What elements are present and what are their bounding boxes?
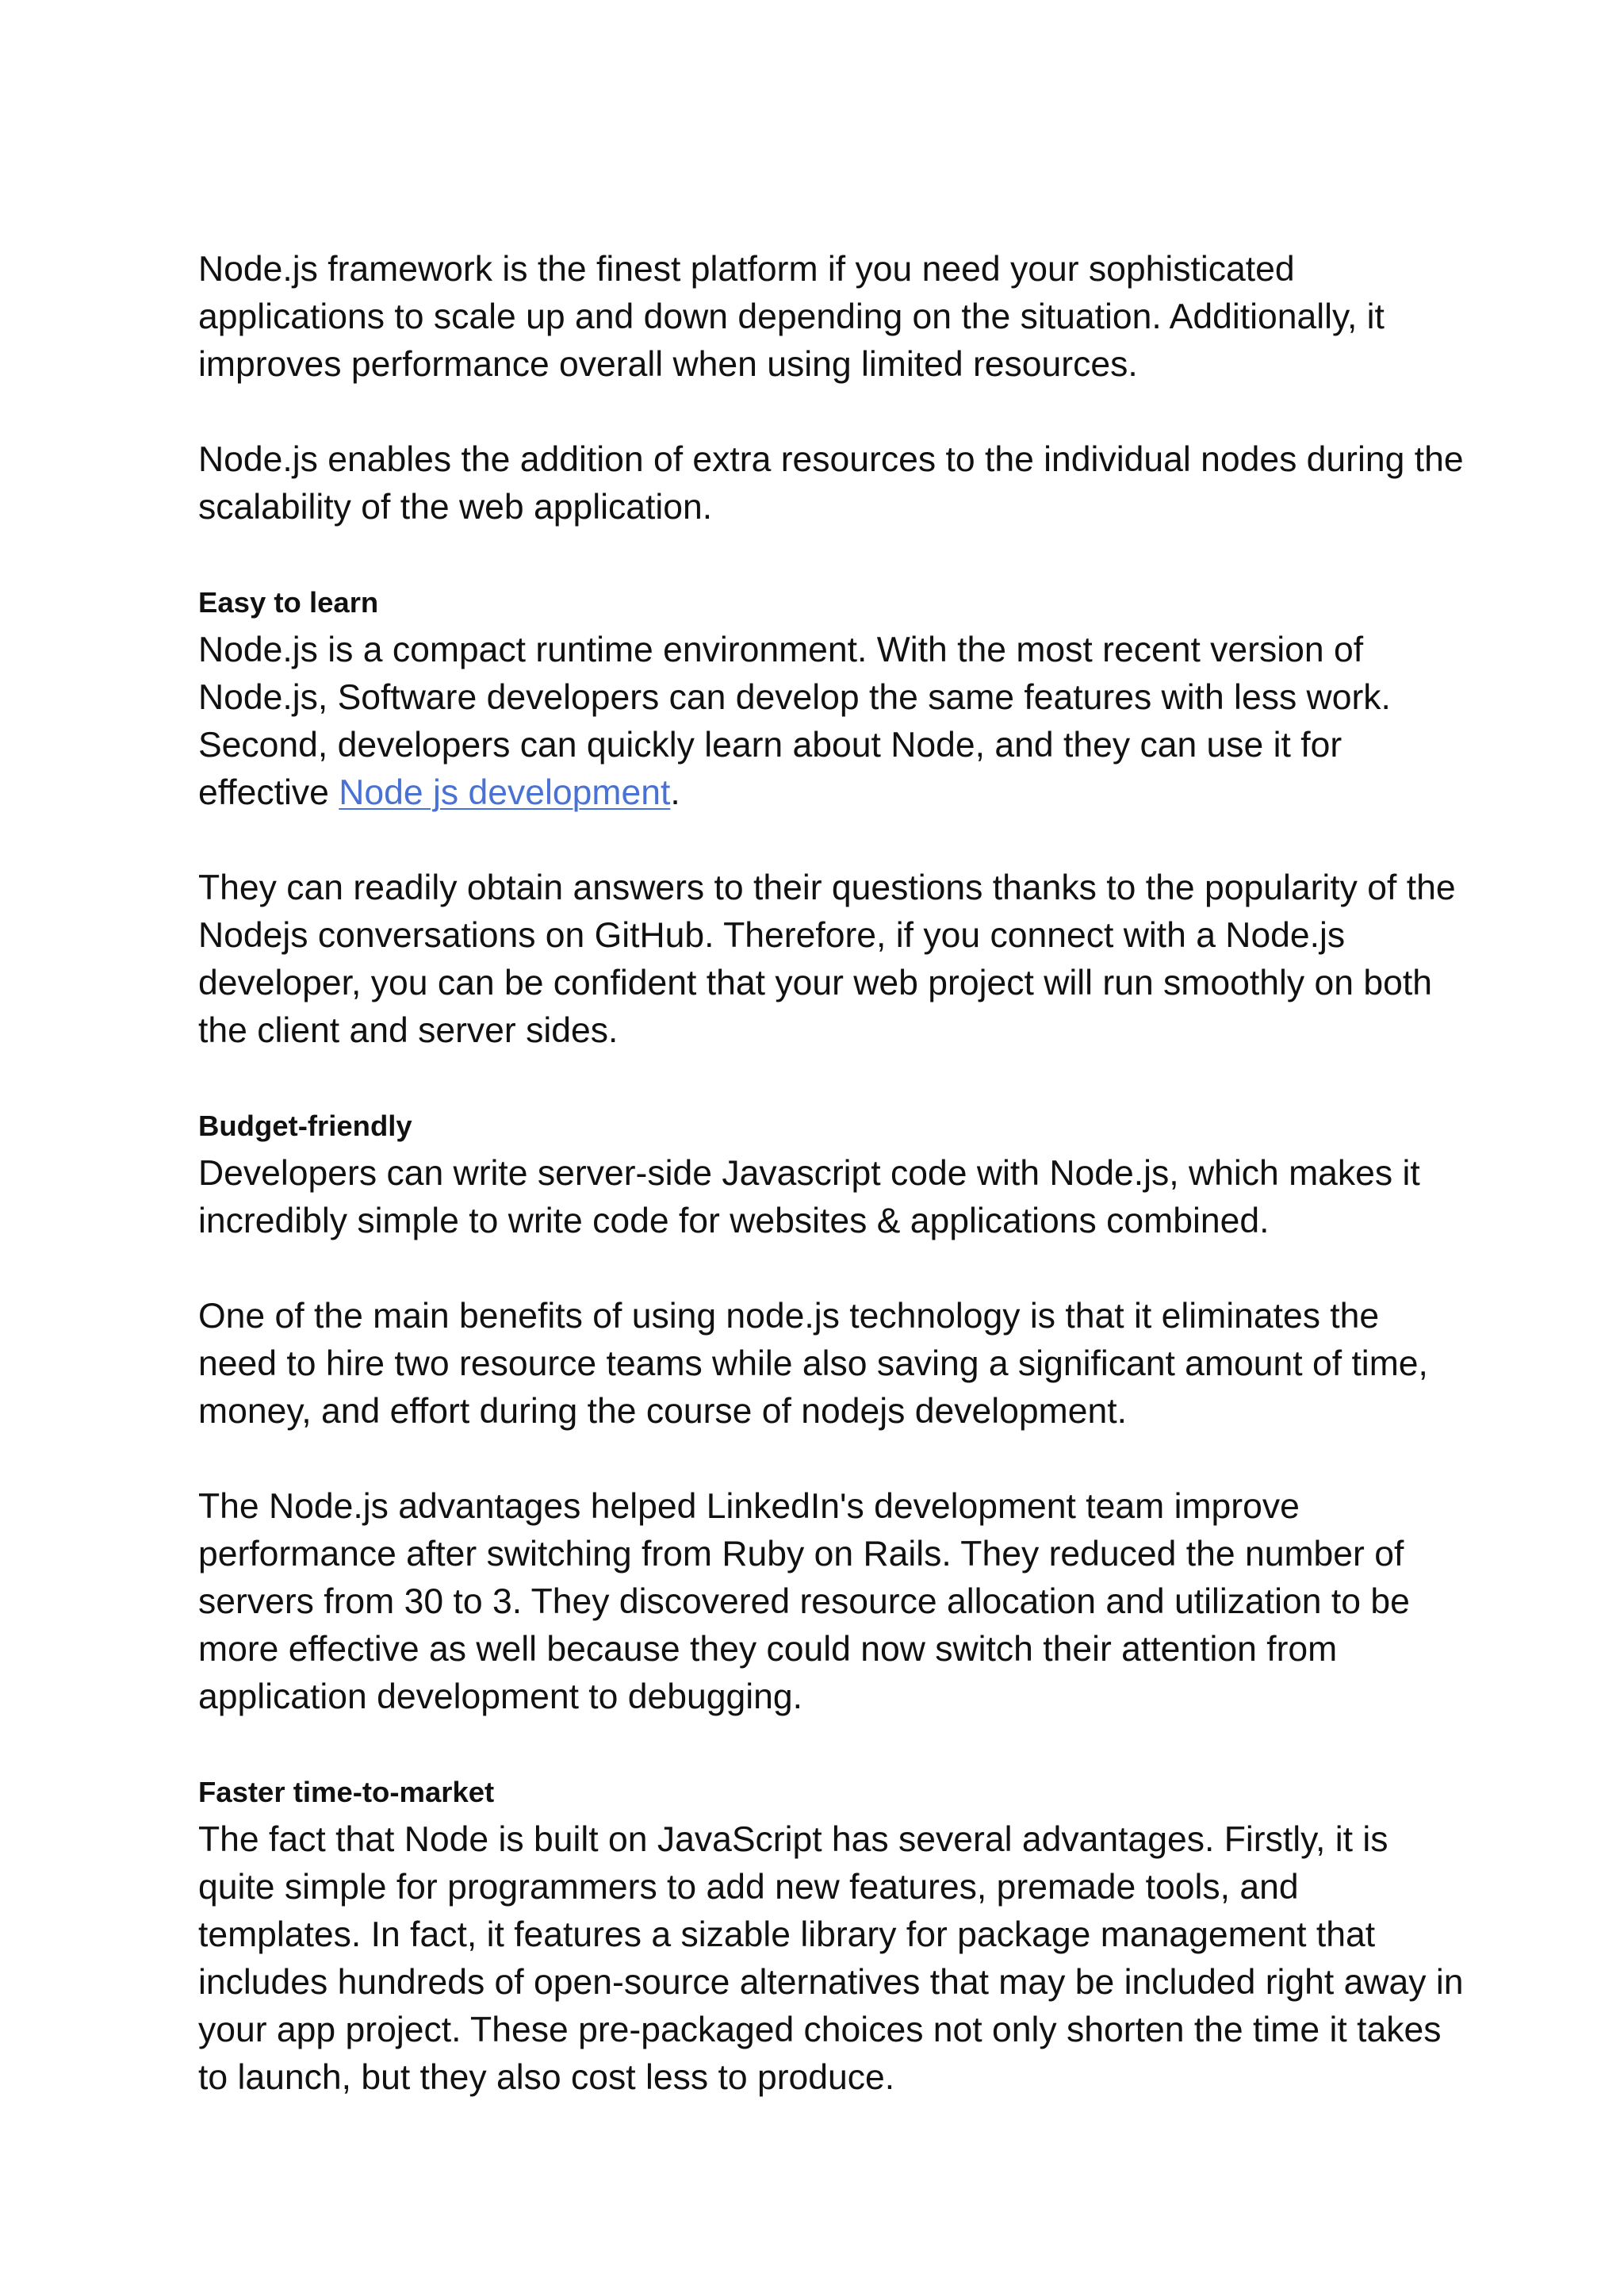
heading-easy-to-learn: Easy to learn bbox=[198, 586, 379, 619]
paragraph-gap bbox=[198, 1435, 1467, 1483]
paragraph-gap bbox=[198, 531, 1467, 579]
easy-to-learn-paragraph-2: They can readily obtain answers to their questions thanks to the popularity of the Nodejs conversations on GitHub. Therefore, if you connect with a Node.js developer, you can be confident that your web project will run smoothly on both the client and server sides. bbox=[198, 868, 1456, 1050]
node-js-development-link[interactable]: Node js development bbox=[339, 773, 671, 812]
budget-friendly-paragraph-3: The Node.js advantages helped LinkedIn's development team improve performance after switching from Ruby on Rails. They reduced the number of servers from 30 to 3. They discovered resource allocation and utilization to be more effective as well because they could now switch their attention from application development to debugging. bbox=[198, 1487, 1410, 1716]
intro-paragraph-2: Node.js enables the addition of extra resources to the individual nodes during the scalability of the web application. bbox=[198, 440, 1464, 527]
paragraph-gap bbox=[198, 817, 1467, 864]
heading-faster-time-to-market: Faster time-to-market bbox=[198, 1776, 495, 1808]
paragraph-gap bbox=[198, 1055, 1467, 1102]
faster-time-to-market-paragraph-1: The fact that Node is built on JavaScript has several advantages. Firstly, it is quite simple for programmers to add new features, premade tools, and templates. In fact, it features a sizable library for package management that includes hundreds of open-source alternatives that may be included right away in your app project. These pre-packaged choices not only shorten the time it takes to launch, but they also cost less to produce. bbox=[198, 1820, 1464, 2097]
easy-to-learn-paragraph-1 bbox=[198, 627, 1467, 817]
easy-to-learn-text: Node.js is a compact runtime environment. With the most recent version of Node.js, Software developers can develop the same features with less work. Second, developers can quickly learn about Node, and they can use it for effective bbox=[198, 631, 1391, 812]
easy-to-learn-text-end: . bbox=[670, 773, 680, 812]
paragraph-gap bbox=[198, 389, 1467, 436]
heading-budget-friendly: Budget-friendly bbox=[198, 1110, 412, 1142]
budget-friendly-paragraph-2: One of the main benefits of using node.js technology is that it eliminates the need to hire two resource teams while also saving a significant amount of time, money, and effort during the course of nodejs development. bbox=[198, 1297, 1428, 1431]
paragraph-gap bbox=[198, 1245, 1467, 1293]
document-page bbox=[198, 246, 1467, 2102]
paragraph-gap bbox=[198, 1721, 1467, 1769]
intro-paragraph-1: Node.js framework is the finest platform if you need your sophisticated applications to scale up and down depending on the situation. Additionally, it improves performance overall when using limited resources. bbox=[198, 250, 1385, 384]
budget-friendly-paragraph-1: Developers can write server-side Javascript code with Node.js, which makes it incredibly simple to write code for websites & applications combined. bbox=[198, 1154, 1420, 1240]
